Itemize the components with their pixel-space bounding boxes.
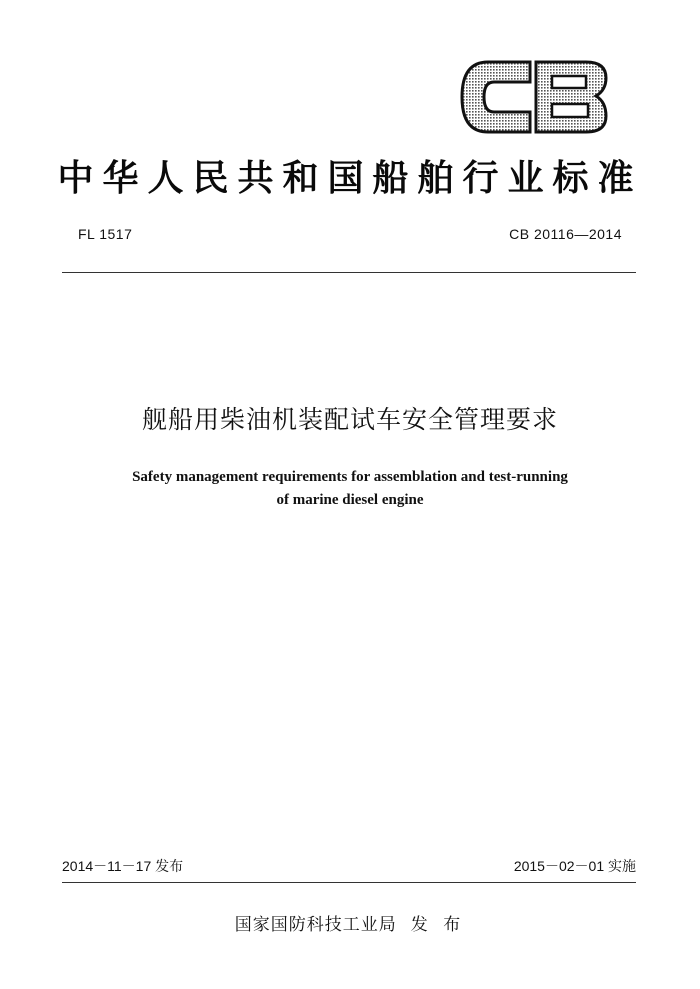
- title-english-line1: Safety management requirements for assemblation and test-running: [132, 469, 568, 485]
- publisher-line: [0, 910, 700, 935]
- publisher-name: 国家国防科技工业局: [234, 915, 397, 935]
- standard-number: CB 20116—2014: [509, 226, 622, 242]
- bottom-divider: [62, 882, 636, 883]
- title-chinese: 舰船用柴油机装配试车安全管理要求: [141, 405, 558, 434]
- implementation-date: 2015－02－01 实施: [513, 858, 636, 874]
- title-english-line2: of marine diesel engine: [276, 492, 424, 508]
- classification-code: FL 1517: [78, 226, 133, 242]
- title-english: [0, 466, 700, 512]
- issue-date: 2014－11－17 发布: [62, 858, 184, 874]
- publish-action: 发 布: [410, 915, 466, 935]
- cb-logo: [460, 60, 608, 134]
- logo-letter-b: [536, 62, 606, 132]
- org-title: 中华人民共和国船舶行业标准: [57, 158, 643, 199]
- top-divider: [62, 272, 636, 273]
- logo-letter-c: [462, 62, 530, 132]
